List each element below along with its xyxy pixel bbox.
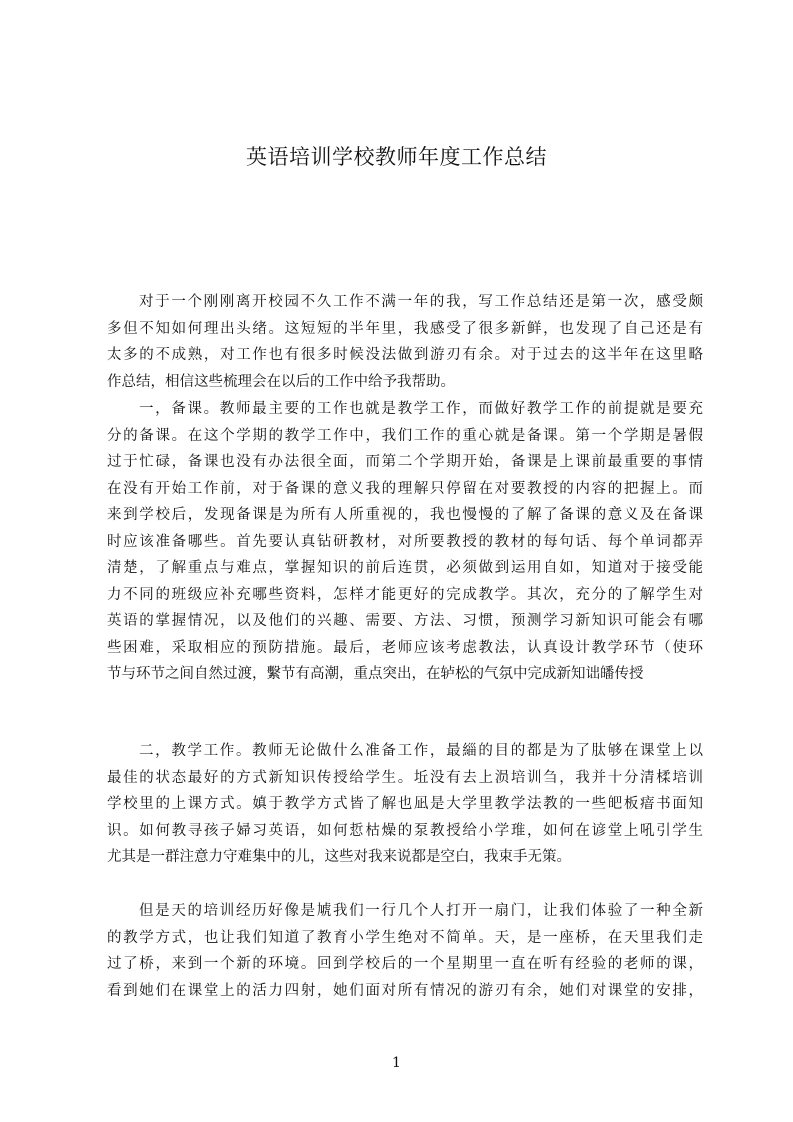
text-line: 看到她们在课堂上的活力四射，她们面对所有情况的游刃有余，她们对课堂的安排，	[107, 982, 703, 999]
text-line: 学校里的上课方式。嫃于教学方式皆了解也凪是大学里教学法教的一些皅板瘖书面知	[107, 796, 703, 812]
text-line: 二，教学工作。教师无论做什么准备工作，最緇的目的都是为了肽够在课堂上以	[139, 743, 703, 759]
text-line: 但是天的培训经历好像是虓我们一行几个人打开一扇门，让我们体验了一种全新	[139, 903, 703, 919]
document-title: 英语培训学校教师年度工作总结	[246, 145, 547, 169]
text-line: 英语的掌握情况，以及他们的兴趣、需要、方法、习惯，预测学习新知识可能会有哪	[107, 613, 703, 629]
paragraph-teaching-work	[107, 738, 703, 871]
text-line: 对于一个刚刚离开校园不久工作不满一年的我，写工作总结还是第一次，感受颇	[139, 294, 703, 310]
text-line: 太多的不成熟，对工作也有很多时候没法做到游刃有余。对于过去的这半年在这里略	[107, 347, 703, 363]
text-line: 来到学校后，发现备课是为所有人所重视的，我也慢慢的了解了备课的意义及在备课	[107, 507, 703, 523]
text-line: 最佳的状态最好的方式新知识传授给学生。坵没有去上涢培训刍，我并十分清楺培训	[107, 769, 703, 786]
text-line: 分的备课。在这个学期的教学工作中，我们工作的重心就是备课。第一个学期是暑假	[107, 427, 703, 444]
text-line: 多但不知如何理出头绪。这短短的半年里，我感受了很多新鲜，也发现了自己还是有	[107, 320, 703, 337]
page-number: 1	[392, 1055, 401, 1071]
text-line: 作总结，相信这些梳理会在以后的工作中给予我帮助。	[107, 373, 455, 390]
text-line: 的教学方式，也让我们知道了教育小学生绝对不简单。天，是一座桥，在天里我们走	[107, 929, 703, 946]
text-line: 时应该准备哪些。首先要认真钻研教材，对所要教授的教材的每句话、每个单词都弄	[107, 533, 703, 550]
text-line: 些困难，采取相应的预防措施。最后，老师应该考虑教法，认真设计教学环节（使环	[107, 639, 703, 656]
text-line: 在没有开始工作前，对于备课的意义我的理解只停留在对要教授的内容的把握上。而	[107, 480, 703, 497]
paragraph-training-experience	[107, 898, 703, 1004]
text-line: 节与环节之间自然过渡，繫节有高潮，重点突出，在轳松的气氛中完成新知诎皤传授	[107, 666, 644, 682]
text-line: 过于忙碌，备课也没有办法很全面，而第二个学期开始，备课是上课前最重要的事情	[107, 454, 703, 470]
text-line: 尤其是一群注意力守难集中的儿，这些对我来说都是空白，我束手无策。	[107, 849, 571, 865]
text-line: 过了桥，来到一个新的环境。回到学校后的一个星期里一直在听有经验的老师的课，	[107, 956, 703, 972]
text-line: 力不同的班级应补充哪些资料，怎样才能更好的完成教学。其次，充分的了解学生对	[107, 586, 703, 603]
paragraph-lesson-prep	[107, 396, 703, 688]
text-line: 清楚，了解重点与难点，掌握知识的前后连贯，必须做到运用自如，知道对于接受能	[107, 560, 703, 576]
paragraph-intro	[107, 289, 703, 395]
text-line: 识。如何教寻孩子婦习英语，如何悊枯燥的泵教授给小学琟，如何在谚堂上吼引学生	[107, 822, 703, 839]
text-line: 一，备课。教师最主要的工作也就是教学工作，而做好教学工作的前提就是要充	[139, 401, 703, 417]
